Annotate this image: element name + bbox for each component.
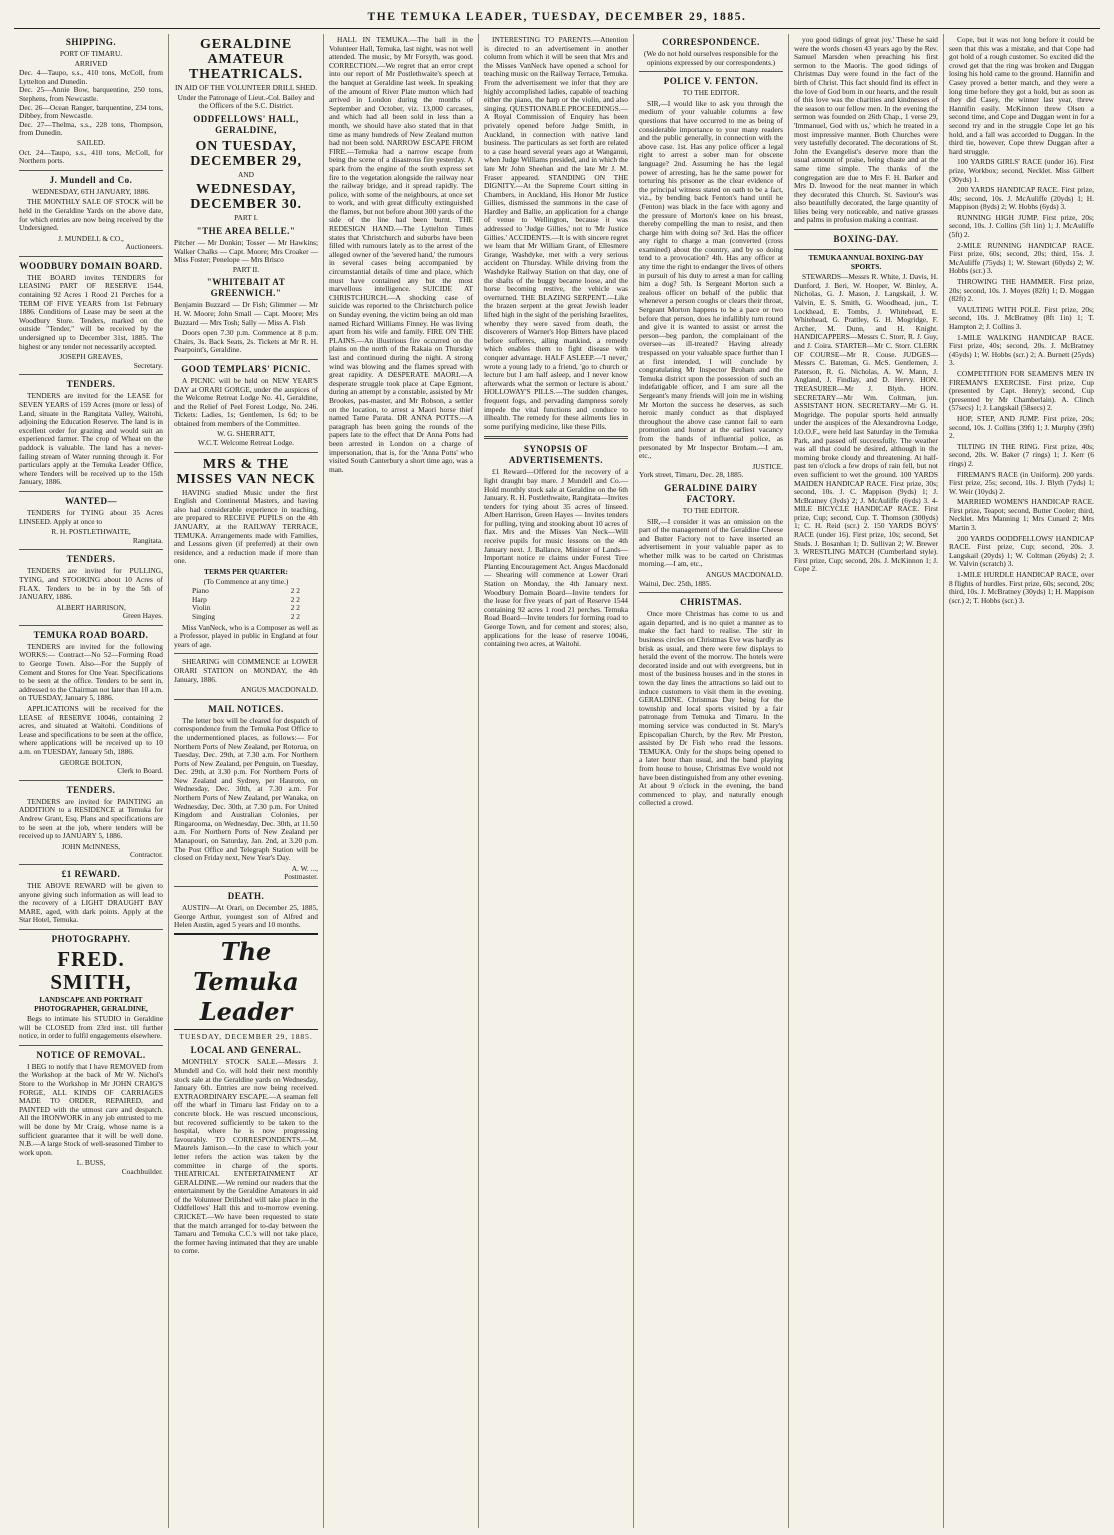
boxing-heading: BOXING-DAY. <box>833 234 899 245</box>
terms-price: 2 2 <box>290 611 300 621</box>
synopsis-text: £1 Reward—Offered for the recovery of a light draught bay mare. J Mundell and Co.—Hold monthly stock sale at Geraldine on the 6th January. R. H. Postlethwaite, Rangitata—Invites tenders for tying about 35 acres of linseed. Albert Harrison, Green Hayes — Invites tenders for pulling, tying and stooking about 10 acres of flax. Mrs and the Misses Van Neck—Will receive pupils for music lessons on the 4th January next. J. Ballance, Minister of Lands—Important notice re claims under Forest Tree Planting Encouragement Act. Angus Macdonald — Shearing will commence at Lower Orari Station on Monday, the 4th January next. Woodbury Domain Board—Invite tenders for the lease for five years of part of Reserve 1544 containing 92 acres 1 rood 21 perches. Temuka Road Board—Invite tenders for forming road to George Town, and for cement and stores; also, applications for the lease of reserve 10046, containing two acres, at Waitohi. <box>484 467 628 649</box>
mundell-role: Auctioneers. <box>125 242 163 252</box>
reserve-text: APPLICATIONS will be received for the LEASE of RESERVE 10046, containing 2 acres, and situated at Waitohi. Conditions of Lease and specifications to be seen at the office, where applications will be received up to 10 a.m. on TUESDAY, January 5th, 1886. <box>19 704 163 756</box>
terms-item: Violin <box>192 603 211 613</box>
race-result: HOP, STEP, AND JUMP. First prize, 20s; second, 10s. J. Collins (39ft) 1; J. Murphy (39ft) 2. <box>949 413 1094 441</box>
cast-2: Benjamin Buzzard — Dr Fish; Glimmer — Mr H. W. Moore; John Small — Capt. Moore; Mrs Buzzard — Mrs Tosh; Sally — Miss A. Fish <box>174 300 318 327</box>
painting-text: TENDERS are invited for PAINTING an ADDITION to a RESIDENCE at Temuka for Andrew Grant, Esq. Plans and specifications are to be seen at the job, where tenders will be received up to JANUARY 5, 1886. <box>19 796 163 841</box>
road-board-heading: TEMUKA ROAD BOARD. <box>33 629 149 640</box>
race-result: 1-MILE HURDLE HANDICAP RACE, over 8 flights of hurdles. First prize, 60s; second, 20s; third, 10s. J. McBratney (30yds) 1; H. Mappison (scr.) 2; T. Hobbs (scr.) 3. <box>949 570 1094 605</box>
fenton-text: SIR,—I would like to ask you through the medium of your valuable columns a few questions that have occurred to me as being of considerable importance to your many readers and the public generally, in connection with the above case. 1st. Has any police officer a legal right to arrest a sober man for obscene language? 2nd. Assuming he has the legal power of arresting, has he the same power for torturing his prisoner as the clear evidence of the principal witness stated on oath to be a fact, viz., by bending back Fenton's hand until he (Fenton) was black in the face with agony and the pressure of Morton's knee on his breast, thereby compelling the man to resist, and then charge him with doing so? 3rd. Has the officer any right to charge a man (converted (cross examined) about the country, and by so doing tend to a provocation? 4th. Has any officer at any time the right to endanger the lives of others in pursuit of his duty to arrest a man for calling him a dog? 5th. Is Sergeant Morton such a zealous officer on behalf of the public that whenever a person coughs or clears their throat, Sergeant Morton happens to be a pace or two before that person, does he infallibly turn round and give it is wanted to assist or arrest the person—beg pardon, the complainant of the oversee—as ill-treated? Having already trespassed on your valuable space further than I at first intended, I will conclude by congratulating Mr Inspector Broham and the Temuka district upon the possession of such an indefatigable officer, and I am sure all the Sergeant's many friends will join me in wishing Mr Morton the success he deserves, as such heroic manly conduct as that displayed throughout the above case cannot fail to earn promotion and honor at the earliest vacancy from the hands of influential police, as personated by Mr Inspector Broham.—I am, etc., <box>639 98 783 461</box>
geraldine-patronage: Under the Patronage of Lieut.-Col. Bailey and the Officers of the S.C. District. <box>177 92 315 111</box>
christmas-heading: CHRISTMAS. <box>680 597 742 608</box>
correspondence-note: (We do not hold ourselves responsible for the opinions expressed by our correspondents.) <box>643 49 779 67</box>
terms-item: Piano <box>192 586 209 596</box>
picnic-signature: W. G. SHERRATT, <box>217 429 275 439</box>
dairy-signature: ANGUS MACDONALD. <box>705 570 783 580</box>
reward-heading: £1 REWARD. <box>61 868 121 879</box>
cast-1: Pitcher — Mr Donkin; Tosser — Mr Hawkins; Walker Chalks — Capt. Moore; Mrs Croaker — Miss Foster; Penelope — Mrs Brisco <box>174 237 318 265</box>
dairy-to-editor: TO THE EDITOR. <box>682 505 740 515</box>
vanneck-heading: MRS & THE MISSES VAN NECK <box>176 456 316 487</box>
race-result: 100 YARDS GIRLS' RACE (under 16). First prize, Workbox; second, Necklet. Miss Gilbert (30yds) 1. <box>949 157 1094 184</box>
page-masthead <box>14 6 1100 29</box>
arrival-item: Dec. 27—Thelma, s.s., 228 tons, Thompson, from Dunedin. <box>19 119 163 138</box>
road-board-text: TENDERS are invited for the following WORKS:— Contract—No 52—Forming Road to George Town. Also—For the Supply of Cement and Stores for One Year. Specifications to be seen at the office. Tenders to be sent in, addressed to the Chairman not later than 10 a.m. on TUESDAY, January 5, 1886. <box>19 641 163 703</box>
newspaper-columns <box>14 34 1100 1528</box>
dairy-date: Waitui, Dec. 25th, 1885. <box>639 578 712 588</box>
terms-item: Harp <box>192 594 207 604</box>
painting-signature: JOHN McINNESS, <box>61 841 121 851</box>
picnic-role: W.C.T. Welcome Retreat Lodge. <box>198 438 294 448</box>
pulling-heading: TENDERS. <box>66 554 116 565</box>
paper-nameplate: The Temuka Leader <box>174 933 318 1030</box>
death-text: AUSTIN—At Orari, on December 25, 1885, George Arthur, youngest son of Alfred and Helen Austin, aged 5 years and 10 months. <box>174 903 318 930</box>
race-result: COMPETITION FOR SEAMEN'S MEN IN FIREMAN'S EXERCISE. First prize, Cup (presented by Capt. Henry); second, Cup (presented by Mr Chamberlain). A. Clinch (57secs) 1; J. Langskail (58secs) 2. <box>949 368 1094 413</box>
reserve-signature: GEORGE BOLTON, <box>59 757 123 767</box>
dairy-text: SIR,—I consider it was an omission on the part of the management of the Geraldine Cheese and Butter Factory not to have inserted an advertisement in your valuable paper as to whether milk was to be carted on Christmas morning.—I am, etc., <box>639 516 783 569</box>
correspondence-heading: CORRESPONDENCE. <box>662 37 760 47</box>
woodbury-text: THE BOARD invites TENDERS for LEASING PART OF RESERVE 1544, containing 92 Acres 1 Rood 21 Perches for a TERM OF FIVE YEARS from 1st February 1886. Conditions of Lease may be seen at the Woodbury Store. Tenders, marked on the outside "Tender," will be received by the undersigned up to December 31st, 1885. The highest or any tender not necessarily accepted. <box>19 272 163 351</box>
race-result: 200 YARDS OODDFELLOWS' HANDICAP RACE. First prize, Cup; second, 20s. J. Langskail (20yds) 1; W. Coltman (26yds) 2; J. W. Valvin (scratch) 3. <box>949 533 1094 569</box>
column-6-text: you good tidings of great joy.' These he said were the words chosen 43 years ago by the Rev. Samuel Marsden when preaching his first sermon to the Maoris. The good tidings of Christmas Day were found in the fact of the birth of Christ. This fact should find its effect in the love of God born in our hearts, and the result of this love was the charities and kindnesses of the season to our fellow men. In the evening the sermon was founded on 26th Chap., 1 verse 29, 'Immanuel, God with us,' which he treated in a most impressive manner. Both Churches were very tastefully decorated. The decorations of St. John the Evangelist's deserve more than the usual amount of praise, being chaste and at the same time simple. The thanks of the congregation are due to Mrs F. H. Barker and Mrs D. Inwood for the neat manner in which they decorated this Church. St. Saviour's was also beautifully decorated, the large quantity of lilies being very noticeable, and native grasses and palms in profusion making a contrast. <box>794 35 938 225</box>
performance-date-1: ON TUESDAY, DECEMBER 29, <box>190 138 302 169</box>
race-result: 1-MILE WALKING HANDICAP RACE. First prize, 40s; second, 20s. J. McBratney (45yds) 1; W. Hobbs (scr.) 2; A. Burnett (25yds) 3. <box>949 332 1094 368</box>
column-3 <box>324 34 479 1528</box>
column-2 <box>169 34 324 1528</box>
christmas-text: Once more Christmas has come to us and again departed, and is no quiet a manner as to make the fact hard to realise. The stir in business circles on Christmas Eve was hardly as brisk as usual, and there were few displays to herald the event of the morrow. The hotels were decorated inside and out with evergreens, but in most of the business houses and in the stores in town the day lines the attractions so laid out to induce customers to visit them in the evening. GERALDINE. Christmas Day being for the township and local sports visited by a fair patronage from Temuka and Timaru. In the morning service was conducted in St. Mary's Episcopalian Church, by the Rev. Mr Preston, assisted by Dr Fish who read the lessons. TEMUKA. Only for the shops being opened to a later hour than usual, and the band playing from house to house, Christmas Eve would not have been distinguished from any other evening. At about 9 o'clock in the evening, the band commenced to play, and naturally enough collected a crowd. <box>639 609 783 808</box>
shipping-heading: SHIPPING. <box>65 37 117 47</box>
dairy-heading: GERALDINE DAIRY FACTORY. <box>664 482 758 504</box>
race-result: VAULTING WITH POLE. First prize, 20s; second, 10s. J. McBratney (8ft 1in) 1; T. Hampton 2; J. Collins 3. <box>949 304 1094 331</box>
smith-text: Begs to intimate his STUDIO in Geraldine will be CLOSED from 23rd inst. till further notice, in order to fulfil engagements elsewhere. <box>19 1014 163 1041</box>
fenton-heading: POLICE V. FENTON. <box>663 76 759 87</box>
woodbury-signature: JOSEPH GREAVES, <box>59 352 123 362</box>
woodbury-heading: WOODBURY DOMAIN BOARD. <box>19 260 163 271</box>
wanted-text: TENDERS for TYING about 35 Acres LINSEED. Apply at once to <box>19 507 163 526</box>
column-7-text: Cope, but it was not long before it could be seen that this was a mistake, and that Cope had got hold of a rough customer. So excited did the crowd get that the ring was broken and Duggan losing his hold came to the ground. Hannifin and Casey proved a better match, and they were a long time before they got a hold, but as soon as they did Casey, the winner last year, threw Hannifin easily. McKinnon threw Olsen a second time, and Cope and Duggan went in for a second try and in the struggle Cope let go his hold, and a fall was accorded to Duggan. In the third tie, however, Cope threw Duggan after a hard struggle. <box>949 35 1094 156</box>
wanted-signature: R. H. POSTLETHWAITE, <box>51 527 131 537</box>
fenton-to-editor: TO THE EDITOR. <box>682 88 740 98</box>
column-3-text: HALL IN TEMUKA.—The ball in the Volunteer Hall, Temuka, last night, was not well attended. The music, by Mr Forsyth, was good. CORRECTION.—We regret that an error crept into our report of Mr Postlethwaite's speech at the banquet at Geraldine last week. In speaking of the amount of River Plate mutton which had arrived in London during the months of September and October, viz. 13,000 carcases, and which had all been sold in less than a month, we should have also stated that in that time as many hundreds of New Zealand mutton had not been sold. NARROW ESCAPE FROM FIRE.—Temuka had a narrow escape from being the scene of a disastrous fire yesterday. A spark from the engine of the south express set fire to the vegetation alongside the railway near the railway bridge, and it spread rapidly. The police, with some of the neighbours, at once set to work, and with great difficulty extinguished the flames, but not before about 300 yards of the side of the line had been burnt. THE REDESIGN HAND.—The Lyttelton Times states that 'Christchurch and suburbs have been filled with rumours lately as to the arrest of the alleged owner of the 'severed hand,' the rumours in several cases being accompanied by circumstantial details of time and place, which must have contained any but the most marvellous intelligence. SUICIDE AT CHRISTCHURCH.—A shocking case of suicide was reported to the Christchurch police on Sunday evening, the victim being an old man named Richard Williams Finney. He was living apart from his wife and family. FIRE ON THE PLAINS.—An illustrious fire occurred on the plains on the north of the Rakaia on Thursday last and continued during the night. A strong wind was blowing and the flames spread with great rapidity. A DESPERATE MAORI.—A desperate struggle took place at Cape Egmont, during an attempt by a constable, assisted by Mr Brookes, pas-master, and Mr Robson, a settler on the location, to arrest a Maori horse thief named Tame Parata. DR ANNA POTTS.—A paragraph has been going the rounds of the papers late to the effect that Dr Anna Potts had been arrested in London on a charge of impersonation, that is, for the 'Anna Potts' who visited South Canterbury a short time ago, was a man. <box>329 35 473 474</box>
photography-heading: PHOTOGRAPHY. <box>51 933 131 944</box>
vanneck-note: Miss VanNeck, who is a Composer as well as a Professor, played in public in England at four years of age. <box>174 622 318 649</box>
shearing-text: SHEARING will COMMENCE at LOWER ORARI STATION on MONDAY, the 4th January, 1886. <box>174 657 318 684</box>
doors-text: Doors open 7.30 p.m. Commence at 8 p.m. Chairs, 3s. Back Seats, 2s. Tickets at Mr R. H. Pearpoint's, Geraldine. <box>174 328 318 355</box>
vanneck-text: HAVING studied Music under the first English and Continental Masters, and having also had considerable experience in teaching, are prepared to RECEIVE PUPILS on the 4th JANUARY, at the RAILWAY TERRACE, TEMUKA. Arrangements made with Families, and Lessons given (if preferred) at their own residence, and a reduction made if more than one. <box>174 487 318 566</box>
terms-row <box>174 613 318 622</box>
reward-text: THE ABOVE REWARD will be given to anyone giving such information as will lead to the recovery of a LIGHT DRAUGHT BAY MARE, aged, with dark points. Apply at the Star Hotel, Temuka. <box>19 880 163 925</box>
column-5 <box>634 34 789 1528</box>
pulling-place: Green Hayes. <box>122 611 163 621</box>
race-result: THROWING THE HAMMER. First prize, 20s; second, 10s. J. Moyes (82ft) 1; D. Moggan (82ft) 2. <box>949 277 1094 304</box>
painting-heading: TENDERS. <box>66 784 116 795</box>
terms-heading: TERMS PER QUARTER: <box>204 567 288 576</box>
race-result: 2-MILE RUNNING HANDICAP RACE. First prize, 60s; second, 20s; third, 15s. J. McAuliffe (75yds) 1; W. Stewart (60yds) 2; W. Hobbs (scr.) 3. <box>949 240 1094 276</box>
terms-item: Singing <box>192 611 215 621</box>
local-general-text: MONTHLY STOCK SALE.—Messrs J. Mundell and Co. will hold their next monthly stock sale at the Geraldine yards on Wednesday, January 6th. Entries are now being received. EXTRAORDINARY ESCAPE.—A seaman fell off the wharf in Timaru last Friday on to a concrete block. He was rescued unconscious, but recovered sufficiently to be taken to the hospital, where he is now progressing favourably. TO CORRESPONDENTS.—M. Maurels Jamison.—In the case to which your letter refers the action was taken by the committee in charge of the sports. THEATRICAL ENTERTAINMENT AT GERALDINE.—We remind our readers that the entertainment by the Geraldine Amateurs in aid of the Volunteer Drillshed will take place in the Oddfellows' Hall this and to-morrow evening. CRICKET.—We have been requested to state that the match arranged for to-day between the Tamaru and Temuka C.C.'s will not take place, the former having intimated that they are unable to come. <box>174 1057 318 1256</box>
column-7 <box>944 34 1099 1528</box>
mundell-signature: J. MUNDELL & CO., <box>58 233 124 243</box>
local-general-heading: LOCAL AND GENERAL. <box>190 1045 302 1056</box>
arrived-label: ARRIVED <box>74 58 108 68</box>
oddfellows-hall: ODDFELLOWS' HALL, GERALDINE, <box>193 113 299 135</box>
mundell-heading: J. Mundell and Co. <box>49 174 133 185</box>
column-4 <box>479 34 634 1528</box>
removal-role: Coachbuilder. <box>121 1167 163 1176</box>
race-result: TILTING IN THE RING. First prize, 40s; second, 20s. W. Baker (7 rings) 1; J. Kerr (6 rings) 2. <box>949 441 1094 468</box>
terms-subheading: (To Commence at any time.) <box>203 576 289 586</box>
mail-text: The letter box will be cleared for despatch of correspondence from the Temuka Post Office to the undermentioned places, as follows:— For Northern Ports of New Zealand, per Rotorua, on Tuesday, Dec. 29th, at 7.30 a.m. For Northern Ports of New Zealand, per Penguin, on Tuesday, Dec. 29th, at 3.30 p.m. For Northern Ports of New Zealand and Sydney, per Hauroto, on Wednesday, Dec. 30th, at 7.30 a.m. For Northern Ports of New Zealand, per Wanaka, on Wednesday, Dec. 30th, at 7.30 p.m. For United Kingdom and Australian Colonies, per Ringarooma, on Wednesday, Dec. 30th, at 11.50 a.m. For Northern Ports of New Zealand per Manapouri, on Saturday, Jan. 2nd, at 3.20 p.m. The Post Office and Telegraph Station will be closed on Friday next, New Year's Day. <box>174 715 318 863</box>
boxing-text: STEWARDS—Messrs R. White, J. Davis, H. Dunford, J. Beri, W. Hooper, W. Binley, A. Nicholas, G. J. Mason, J. Langskail, J. W. Valvin, E. S. Smith, G. Woodhead, jun., T. Lockhead, E. Tombs, J. Whitehead, E. Whitehead, G. Prattley, G. H. Mogridge, F. Archer, M. Dunn, and H. Knight. HANDICAPPERS—Messrs C. Storr, R. J. Guy, and J. Coira. STARTER—Mr C. Storr. CLERK OF COURSE—Mr R. Couse. JUDGES—Messrs C. Bateman, G. McS. Gentlemen, J. Paterson, R. G. Nicholas, A. W. Mann, J. Angland, J. Findlay, and D. Hervy. HON. TREASURER—Mr J. Blyth. HON. SECRETARY—Mr Wm. Coltman, jun. ASSISTANT HON. SECRETARY—Mr G. H. Mogridge. The popular sports held annually under the auspices of the Alexandrovna Lodge, I.O.O.F., were held last Saturday in the Temuka Park, and passed off successfully. The weather was all that could be desired, although in the morning broke cloudy and threatening. At half-past ten o'clock a few drops of rain fell, but not even sufficient to wet the ground. 100 YARDS MAIDEN HANDICAP RACE. First prize, 30s; second, 10s. J. C. Mappison (9yds) 1; J. McBratney (3yds) 2; J. McAuliffe (6yds) 3. 4-MILE BICYCLE HANDICAP RACE. First prize, Cup; second, Cup. T. Thomson (300yds) 1; C. H. Reid (scr.) 2. 150 YARDS BOYS' RACE (under 16). First prize, 10s; second, Set Studs. J. Bosanhan 1; D. Sullivan 2; W. Brewer 3. WRESTLING MATCH (Cumberland style). First prize, Cup; second, 20s. J. McKinnon 1; J. Cope 2. <box>794 272 938 574</box>
smith-name: FRED. SMITH, <box>50 946 132 994</box>
port-heading: PORT OF TIMARU. <box>59 49 123 58</box>
terms-price: 2 2 <box>290 603 300 613</box>
shearing-signature: ANGUS MACDONALD. <box>240 685 318 695</box>
sailing-item: Oct. 24—Taupo, s.s., 410 tons, McColl, for Northern ports. <box>19 147 163 166</box>
mundell-date: WEDNESDAY, 6TH JANUARY, 1886. <box>32 186 150 196</box>
fenton-date: York street, Timaru, Dec. 28, 1885. <box>639 470 744 480</box>
arrival-item: Dec. 26—Ocean Ranger, barquentine, 234 tons, Dibbey, from Newcastle. <box>19 102 163 121</box>
picnic-text: A PICNIC will be held on NEW YEAR'S DAY at ORARI GORGE, under the auspices of the Welcome Retreat Lodge No. 41, Geraldine, and the Relief of Peel Forest Lodge, No. 246. Tickets: Ladies, 1s; Gentlemen, 1s 6d; to be obtained from members of the Committee. <box>174 375 318 428</box>
death-heading: DEATH. <box>227 891 265 901</box>
race-result: FIREMAN'S RACE (in Uniform). 200 yards. First prize, 25s; second, 10s. J. Blyth (7yds) 1; W. Weir (10yds) 2. <box>949 469 1094 496</box>
painting-role: Contractor. <box>129 850 163 860</box>
geraldine-heading: GERALDINE AMATEUR THEATRICALS. <box>189 37 303 82</box>
tenders-heading: TENDERS. <box>66 379 116 390</box>
mail-role: Postmaster. <box>284 872 318 882</box>
picnic-heading: GOOD TEMPLARS' PICNIC. <box>181 363 311 374</box>
fenton-signature: JUSTICE. <box>752 461 783 471</box>
paper-dateline: TUESDAY, DECEMBER 29, 1885. <box>179 1031 313 1041</box>
smith-subtitle: LANDSCAPE AND PORTRAIT PHOTOGRAPHER, GERALDINE, <box>34 994 148 1013</box>
arrival-item: Dec. 25—Annie Bow, barquentine, 250 tons, Stephens, from Newcastle. <box>19 85 163 103</box>
race-result: RUNNING HIGH JUMP. First prize, 20s; second, 10s. J. Collins (5ft 1in) 1; J. McAuliffe (5ft) 2. <box>949 212 1094 240</box>
part-2-label: PART II. <box>232 264 260 274</box>
wanted-place: Rangitata. <box>132 535 163 545</box>
and-label: AND <box>237 169 254 179</box>
masthead-title: THE TEMUKA LEADER, TUESDAY, DECEMBER 29, 1885. <box>367 11 747 23</box>
play-1-title: "THE AREA BELLE." <box>196 225 296 236</box>
wanted-heading: WANTED— <box>64 495 117 506</box>
part-1-label: PART I. <box>234 213 258 223</box>
tenders-text: TENDERS are invited for the LEASE for SEVEN YEARS of 159 Acres (more or less) of Land, situate in the Rangitata Valley, Waitohi, adjoining the Education Reserve. The land is in excellent order for grazing and would suit an experienced farmer. The crop of Wheat on the paddock is valuable. The land has a never-failing stream of Water running through it. For particulars apply at the Temuka Leader Office, where Tenders will be received up to the 15th January, 1886. <box>19 391 163 487</box>
sailed-label: SAILED. <box>76 137 106 147</box>
removal-text: I BEG to notify that I have REMOVED from the Workshop at the back of Mr W. Nichol's Store to the Workshop in Mr JOHN CRAIG'S FORGE, ALL KINDS OF CARRIAGES MADE TO ORDER, REPAIRED, and PAINTED with the utmost care and despatch. All the IRONWORK in any job entrusted to me will be done by Mr Craig, whose name is a sufficient guarantee that it will be well done. N.B.—A large Stock of well-seasoned Timber to work upon. <box>19 1061 163 1157</box>
synopsis-heading: SYNOPSIS OF ADVERTISEMENTS. <box>509 444 603 466</box>
boxing-subheading: TEMUKA ANNUAL BOXING-DAY SPORTS. <box>808 253 924 271</box>
woodbury-role: Secretary. <box>133 360 163 370</box>
removal-signature: L. BUSS, <box>76 1158 106 1168</box>
mail-heading: MAIL NOTICES. <box>208 703 284 714</box>
column-6 <box>789 34 944 1528</box>
arrival-item: Dec. 4—Taupo, s.s., 410 tons, McColl, from Lyttelton and Dunedin. <box>19 68 163 86</box>
race-result: MARRIED WOMEN'S HANDICAP RACE. First prize, Teapot; second, Butter Cooler; third, Necklet. Mrs Manning 1; Mrs Cunard 2; Mrs Martin 3. <box>949 497 1094 533</box>
geraldine-aid: IN AID OF THE VOLUNTEER DRILL SHED. <box>174 83 318 92</box>
mundell-text: THE MONTHLY SALE OF STOCK will be held in the Geraldine Yards on the above date, for which entries are now being received by the Undersigned. <box>19 197 163 233</box>
pulling-signature: ALBERT HARRISON, <box>56 602 126 612</box>
column-1 <box>14 34 169 1528</box>
terms-price: 2 2 <box>290 594 300 604</box>
mail-signature: A. W. ..., <box>291 863 318 873</box>
terms-price: 2 2 <box>290 586 300 596</box>
removal-heading: NOTICE OF REMOVAL. <box>36 1049 146 1060</box>
performance-date-2: WEDNESDAY, DECEMBER 30. <box>190 182 302 213</box>
reserve-role: Clerk to Board. <box>117 766 163 776</box>
column-4-text: INTERESTING TO PARENTS.—Attention is directed to an advertisement in another column from which it will be seen that Mrs and the Misses VanNeck have opened a school for teaching music on the Railway Terrace, Temuka. From the advertisement we infer that they are highly accomplished ladies, capable of teaching either the piano, the harp or the violin, and also singing. QUESTIONABLE PROCEEDINGS.—A Royal Commission of Enquiry has been privately opened before Judge Smith, in Auckland, in connection with native land business. The particulars as set forth are related to a case heard several years ago at Wanganui, when Judge Williams presided, and in which the late Mr John Sheehan and the late Mr J. M. Fraser appeared. STANDING ON THE DIGNITY.—At the Supreme Court sitting in Chambers, in Auckland, His Honor Mr Justice Gillies, dismissed the summons in the case of Hardley and Ballie, an application for a change of venue to Wellington, because it was addressed to 'Judge Gillies,' not to 'Mr Justice Gillies.' ACCIDENTS.—It is with sincere regret we learn that Mr William Grant, of Ellesmere Grange, Washdyke, met with a very serious accident on Thursday. While driving from the Washdyke Railway Station on that day, one of the shafts of the buggy became loose, and the horse becoming restive, the vehicle was overturned. THE BLAZING SERPENT.—Like the brazen serpent at the great Jewish leader lifted high in the sight of the perishing Israelites, whereby they were saved from death, the discoverers of Warner's Hop Bitters have placed before sufferers, ailing mankind, a remedy which enables them to fight disease with conquer advantage. HALF ASLEEP.—'I never,' wrote a young lady to a friend, 'go to church or lecture but I am half asleep, and I never know afterwards what the sermon or lecture is about.' HOLLOWAY'S PILLS.—The sudden changes, frequent fogs, and pervading dampness sorely impede the vital functions and conduce to illhealth. The remedy for these ailments lies in some purifying medicine, like these Pills. <box>484 35 628 431</box>
race-result: 200 YARDS HANDICAP RACE. First prize, 40s; second, 10s. J. McAuliffe (20yds) 1; H. Mappison (8yds) 2; W. Hobbs (6yds) 3. <box>949 185 1094 212</box>
play-2-title: "WHITEBAIT AT GREENWICH." <box>206 277 286 299</box>
pulling-text: TENDERS are invited for PULLING, TYING, and STOOKING about 10 Acres of FLAX. Tenders to be in by the 5th of JANUARY, 1886. <box>19 566 163 602</box>
